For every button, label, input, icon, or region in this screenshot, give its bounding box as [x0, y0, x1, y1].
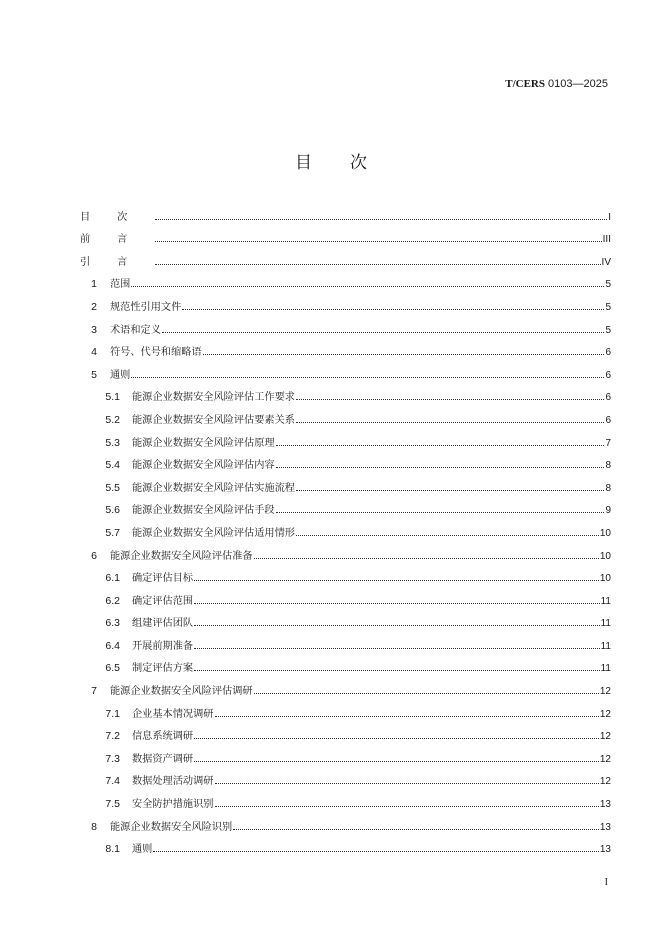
toc-entry-label: 能源企业数据安全风险评估实施流程 [132, 482, 295, 494]
toc-entry-label: 企业基本情况调研 [132, 708, 214, 720]
toc-dot-leader [215, 782, 599, 784]
toc-entry-page: 11 [600, 640, 611, 652]
toc-entry-number: 7.2 [105, 730, 120, 743]
toc-entry-page: 8 [605, 482, 611, 494]
toc-entry[interactable] [80, 539, 611, 562]
toc-entry-page: 10 [599, 550, 611, 562]
toc-entry[interactable] [80, 403, 611, 426]
toc-dot-leader [194, 760, 599, 762]
toc-entry-page: 7 [605, 437, 611, 449]
toc-entry-number: 8 [91, 820, 97, 833]
toc-entry-page: III [602, 234, 611, 246]
toc-entry-label: 规范性引用文件 [110, 301, 182, 313]
toc-entry-page: 10 [599, 527, 611, 539]
toc-entry[interactable] [80, 449, 611, 472]
toc-entry-label: 确定评估范围 [132, 595, 194, 607]
toc-entry[interactable] [80, 516, 611, 539]
toc-entry-page: 8 [605, 460, 611, 472]
toc-dot-leader [296, 421, 604, 423]
toc-entry-number: 6.2 [105, 594, 120, 607]
footer-page-number: I [604, 877, 608, 888]
toc-entry-number: 5 [91, 368, 97, 381]
toc-entry-number: 6.3 [105, 617, 120, 630]
toc-entry-page: 12 [599, 686, 611, 698]
toc-entry-label: 能源企业数据安全风险评估准备 [110, 550, 253, 562]
toc-entry-page: 12 [599, 753, 611, 765]
toc-entry-label: 制定评估方案 [132, 663, 194, 675]
toc-entry-number: 5.3 [105, 436, 120, 449]
toc-entry[interactable] [80, 765, 611, 788]
toc-entry[interactable] [80, 742, 611, 765]
toc-entry-label: 安全防护措施识别 [132, 799, 214, 811]
toc-entry-number: 5.4 [105, 459, 120, 472]
toc-entry[interactable] [80, 200, 611, 223]
toc-entry[interactable] [80, 381, 611, 404]
toc-dot-leader [233, 828, 599, 830]
toc-entry-number: 4 [91, 346, 97, 359]
toc-entry[interactable] [80, 245, 611, 268]
toc-entry-page: 6 [605, 392, 611, 404]
toc-entry[interactable] [80, 720, 611, 743]
toc-entry-page: IV [601, 256, 611, 268]
toc-entry-page: 5 [605, 324, 611, 336]
toc-entry-label: 能源企业数据安全风险识别 [110, 821, 233, 833]
toc-dot-leader [276, 511, 605, 513]
toc-entry[interactable] [80, 652, 611, 675]
toc-dot-leader [155, 263, 600, 265]
toc-entry-page: 6 [605, 347, 611, 359]
toc-entry-number: 5.5 [105, 481, 120, 494]
toc-entry[interactable] [80, 787, 611, 810]
toc-dot-leader [276, 466, 605, 468]
toc-entry-label: 目次 [80, 211, 155, 223]
toc-entry[interactable] [80, 833, 611, 856]
toc-entry-page: 9 [605, 505, 611, 517]
toc-dot-leader [215, 715, 599, 717]
toc-entry-page: 12 [599, 776, 611, 788]
toc-entry-label: 符号、代号和缩略语 [110, 347, 202, 359]
toc-dot-leader [194, 737, 599, 739]
toc-entry-page: 13 [599, 844, 611, 856]
toc-entry-label: 范围 [110, 279, 131, 291]
toc-entry[interactable] [80, 697, 611, 720]
toc-entry[interactable] [80, 494, 611, 517]
toc-entry[interactable] [80, 810, 611, 833]
toc-entry-page: I [608, 211, 611, 223]
toc-entry-page: 5 [605, 301, 611, 313]
toc-entry-number: 6 [91, 549, 97, 562]
toc-entry-label: 确定评估目标 [132, 573, 194, 585]
toc-dot-leader [155, 240, 601, 242]
toc-dot-leader [194, 602, 599, 604]
toc-dot-leader [276, 444, 605, 446]
toc-dot-leader [296, 398, 604, 400]
toc-entry[interactable] [80, 336, 611, 359]
toc-dot-leader [182, 308, 604, 310]
toc-entry-number: 6.4 [105, 639, 120, 652]
toc-dot-leader [162, 331, 605, 333]
toc-entry-number: 7.5 [105, 798, 120, 811]
toc-entry-label: 引言 [80, 256, 155, 268]
toc-entry-label: 前言 [80, 234, 155, 246]
toc-entry[interactable] [80, 268, 611, 291]
page-title: 目次 [295, 153, 405, 173]
toc-entry-page: 13 [599, 821, 611, 833]
toc-dot-leader [296, 489, 604, 491]
toc-entry-number: 2 [91, 300, 97, 313]
toc-entry-page: 11 [600, 663, 611, 675]
toc-entry-label: 能源企业数据安全风险评估调研 [110, 686, 253, 698]
toc-dot-leader [296, 534, 599, 536]
toc-entry[interactable] [80, 629, 611, 652]
toc-entry[interactable] [80, 674, 611, 697]
toc-entry[interactable] [80, 584, 611, 607]
toc-entry-number: 7.3 [105, 752, 120, 765]
toc-entry-number: 3 [91, 323, 97, 336]
toc-entry[interactable] [80, 471, 611, 494]
toc-dot-leader [194, 624, 599, 626]
toc-entry-number: 6.5 [105, 662, 120, 675]
toc-dot-leader [194, 647, 599, 649]
toc-dot-leader [194, 669, 599, 671]
toc-dot-leader [194, 579, 599, 581]
toc-entry-label: 开展前期准备 [132, 640, 194, 652]
toc-entry-page: 12 [599, 731, 611, 743]
toc-entry-page: 11 [600, 618, 611, 630]
toc-entry-number: 7.4 [105, 775, 120, 788]
standard-prefix: T/CERS [505, 78, 545, 90]
toc-entry[interactable] [80, 607, 611, 630]
toc-entry-number: 5.6 [105, 504, 120, 517]
toc-entry-label: 信息系统调研 [132, 731, 194, 743]
toc-entry-page: 6 [605, 369, 611, 381]
toc-entry-page: 6 [605, 414, 611, 426]
toc-entry-label: 能源企业数据安全风险评估手段 [132, 505, 275, 517]
standard-number-header [505, 78, 608, 90]
toc-entry-number: 7 [91, 685, 97, 698]
toc-entry-number: 6.1 [105, 572, 120, 585]
toc-entry-label: 术语和定义 [110, 324, 161, 336]
toc-entry-label: 通则 [110, 369, 131, 381]
toc-dot-leader [203, 353, 605, 355]
toc-entry-number: 1 [91, 278, 97, 291]
standard-number: 0103—2025 [545, 78, 608, 90]
toc-dot-leader [215, 805, 599, 807]
toc-entry-number: 8.1 [105, 843, 120, 856]
toc-entry-page: 5 [605, 279, 611, 291]
toc-dot-leader [155, 218, 607, 220]
toc-entry[interactable] [80, 223, 611, 246]
toc-entry-label: 数据处理活动调研 [132, 776, 214, 788]
toc-entry[interactable] [80, 358, 611, 381]
toc-entry[interactable] [80, 562, 611, 585]
toc-entry-page: 13 [599, 799, 611, 811]
toc-entry-number: 5.7 [105, 526, 120, 539]
toc-entry-label: 能源企业数据安全风险评估工作要求 [132, 392, 295, 404]
toc-entry-number: 5.2 [105, 413, 120, 426]
toc-entry-number: 7.1 [105, 707, 120, 720]
toc-entry-label: 能源企业数据安全风险评估原理 [132, 437, 275, 449]
toc-entry-page: 10 [599, 573, 611, 585]
toc-entry[interactable] [80, 426, 611, 449]
table-of-contents [80, 200, 611, 855]
toc-entry-number: 5.1 [105, 391, 120, 404]
toc-entry-label: 组建评估团队 [132, 618, 194, 630]
toc-entry-page: 12 [599, 708, 611, 720]
toc-dot-leader [131, 285, 604, 287]
toc-entry-page: 11 [600, 595, 611, 607]
toc-entry-label: 能源企业数据安全风险评估要素关系 [132, 414, 295, 426]
toc-entry[interactable] [80, 313, 611, 336]
toc-dot-leader [153, 850, 599, 852]
toc-dot-leader [254, 557, 599, 559]
toc-entry-label: 能源企业数据安全风险评估内容 [132, 460, 275, 472]
toc-dot-leader [131, 376, 604, 378]
toc-entry-label: 能源企业数据安全风险评估适用情形 [132, 527, 295, 539]
toc-entry[interactable] [80, 290, 611, 313]
toc-entry-label: 通则 [132, 844, 153, 856]
toc-entry-label: 数据资产调研 [132, 753, 194, 765]
toc-dot-leader [254, 692, 599, 694]
